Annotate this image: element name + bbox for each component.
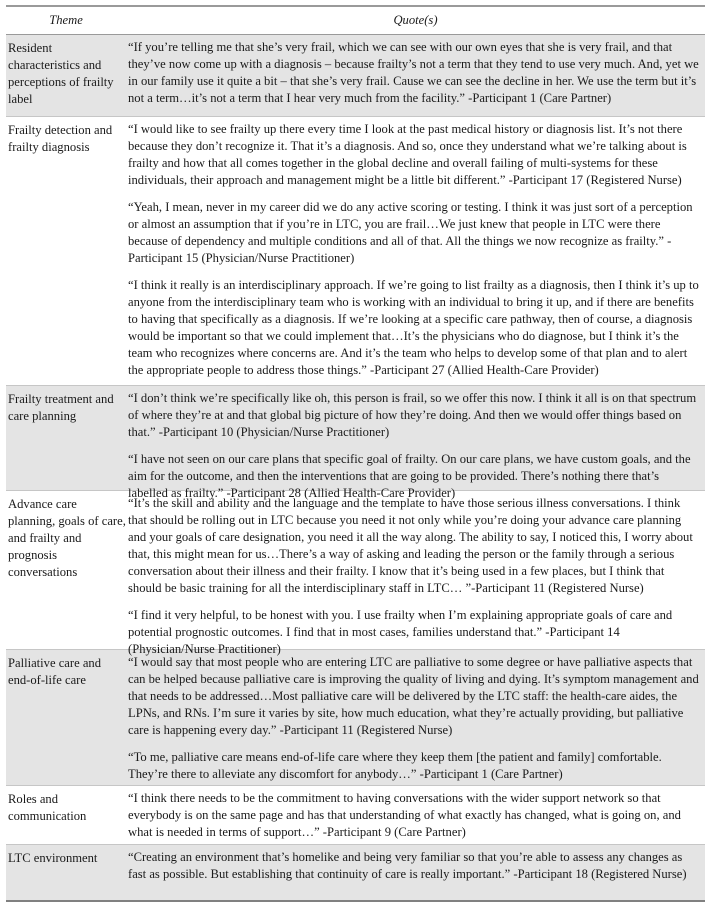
table-row bbox=[6, 35, 705, 117]
quote: “I would say that most people who are entering LTC are palliative to some degree or have palliative aspects that can be helped because palliative care is improving the quality of living and dying. It’s symptom management and that needs to be addressed…Most palliative care will be delivered by the LTC staff: the health-care aides, the LPNs, and RNs. I’m sure it varies by site, how much education, what they’re actually providing, but palliative care is happening every day.” -Participant 11 (Registered Nurse) bbox=[128, 655, 699, 737]
quotes-cell bbox=[126, 845, 705, 900]
theme-cell: Roles and communication bbox=[8, 792, 87, 823]
quotes-cell bbox=[126, 35, 705, 116]
quote: “Creating an environment that’s homelike and being very familiar so that you’re able to assess any changes as fast as possible. But establishing that continuity of care is really important.” -Participant 18 (Registered Nurse) bbox=[128, 850, 687, 881]
table-row bbox=[6, 786, 705, 845]
theme-cell: Advance care planning, goals of care, and frailty and prognosis conversations bbox=[8, 497, 126, 579]
theme-cell: Palliative care and end-of-life care bbox=[8, 656, 102, 687]
quote: “I think there needs to be the commitment to having conversations with the wider support network so that everybody is on the same page and has that understanding of what exactly has changed, what is going on, and what is needed in terms of support…” -Participant 9 (Care Partner) bbox=[128, 791, 681, 839]
quote: “I would like to see frailty up there every time I look at the past medical history or diagnosis list. It’s not there because they don’t recognize it. That it’s a diagnosis. And so, once they understand what we’re talking about is frailty and how that all comes together in the global decline and overall failing of multi-systems for these individuals, their approach and management might be a little bit different.” -Participant 17 (Registered Nurse) bbox=[128, 122, 687, 187]
header-quotes: Quote(s) bbox=[393, 13, 438, 27]
table-row bbox=[6, 650, 705, 786]
header-theme: Theme bbox=[49, 13, 83, 27]
table-row bbox=[6, 845, 705, 900]
quote: “It’s the skill and ability and the language and the template to have those serious illness conversations. I think that should be rolling out in LTC because you need it not only while you’re doing your advance care planning and your goals of care designation, you need it all the way along. The ability to say, I noticed this, I worry about that, this might mean for us…There’s a way of asking and leading the person or the family through a serious conversation about their illness and their frailty. I know that it’s being used in a few places, but I think that should be basic training for all the interdisciplinary staff in LTC… ”-Participant 11 (Registered Nurse) bbox=[128, 496, 693, 595]
quotes-cell bbox=[126, 386, 705, 500]
table-header bbox=[6, 7, 705, 35]
theme-cell: Frailty detection and frailty diagnosis bbox=[8, 123, 113, 154]
theme-cell: Resident characteristics and perceptions of frailty label bbox=[8, 41, 114, 106]
quote: “I have not seen on our care plans that specific goal of frailty. On our care plans, we have custom goals, and the aim for the outcome, and then the interventions that are going to be provided. There’s nothing there that’s labelled as frailty.” -Participant 28 (Allied Health-Care Provider) bbox=[128, 452, 691, 500]
quote: “I find it very helpful, to be honest with you. I use frailty when I’m explaining appropriate goals of care and potential prognostic outcomes. I find that in most cases, families understand that.” -Participant 14 (Physician/Nurse Practitioner) bbox=[128, 608, 673, 656]
table-row bbox=[6, 491, 705, 656]
theme-cell: LTC environment bbox=[8, 851, 98, 865]
quote: “I don’t think we’re specifically like oh, this person is frail, so we offer this now. I think it all is on that spectrum of where they’re at and that global big picture of how they’re doing. And then we would offer things based on that.” -Participant 10 (Physician/Nurse Practitioner) bbox=[128, 391, 697, 439]
quote: “I think it really is an interdisciplinary approach. If we’re going to list frailty as a diagnosis, then I think it’s up to anyone from the interdisciplinary team who is working with an individual to bring it up, and if there are benefits to having that specifically as a diagnosis. If we’re looking at a specific care pathway, then of course, a diagnosis would be important so that we could implement that…It’s the physicians who do diagnose, but I think it’s the team who recognizes where concerns are. And it’s the team who helps to develop some of that plan and to alert the appropriate people to address those things.” -Participant 27 (Allied Health-Care Provider) bbox=[128, 278, 699, 377]
quote: “To me, palliative care means end-of-life care where they keep them [the patient and family] comfortable. They’re there to alleviate any discomfort for anybody…” -Participant 1 (Care Partner) bbox=[128, 750, 662, 781]
quotes-cell bbox=[126, 117, 705, 385]
table-row bbox=[6, 386, 705, 500]
themes-quotes-table bbox=[6, 5, 705, 902]
quotes-cell bbox=[126, 650, 705, 785]
theme-cell: Frailty treatment and care planning bbox=[8, 392, 114, 423]
table-row bbox=[6, 117, 705, 386]
quotes-cell bbox=[126, 491, 705, 656]
quotes-cell bbox=[126, 786, 705, 844]
quote: “Yeah, I mean, never in my career did we do any active scoring or testing. I think it was just sort of a perception or almost an assumption that if you’re in LTC, you are frail…We just knew that people in LTC were there because of dependency and multiple conditions and all of that. All the things we now recognize as frailty.” -Participant 15 (Physician/Nurse Practitioner) bbox=[128, 200, 693, 265]
quote: “If you’re telling me that she’s very frail, which we can see with our own eyes that she is very frail, and that they’ve now come up with a diagnosis – because frailty’s not a term that they tend to use very much. And, yet we in our family use it quite a bit – that she’s very frail. Cause we can see the decline in her. We use the term but it’s not a term…it’s not a term that I hear very much from the facility.” -Participant 1 (Care Partner) bbox=[128, 40, 699, 105]
